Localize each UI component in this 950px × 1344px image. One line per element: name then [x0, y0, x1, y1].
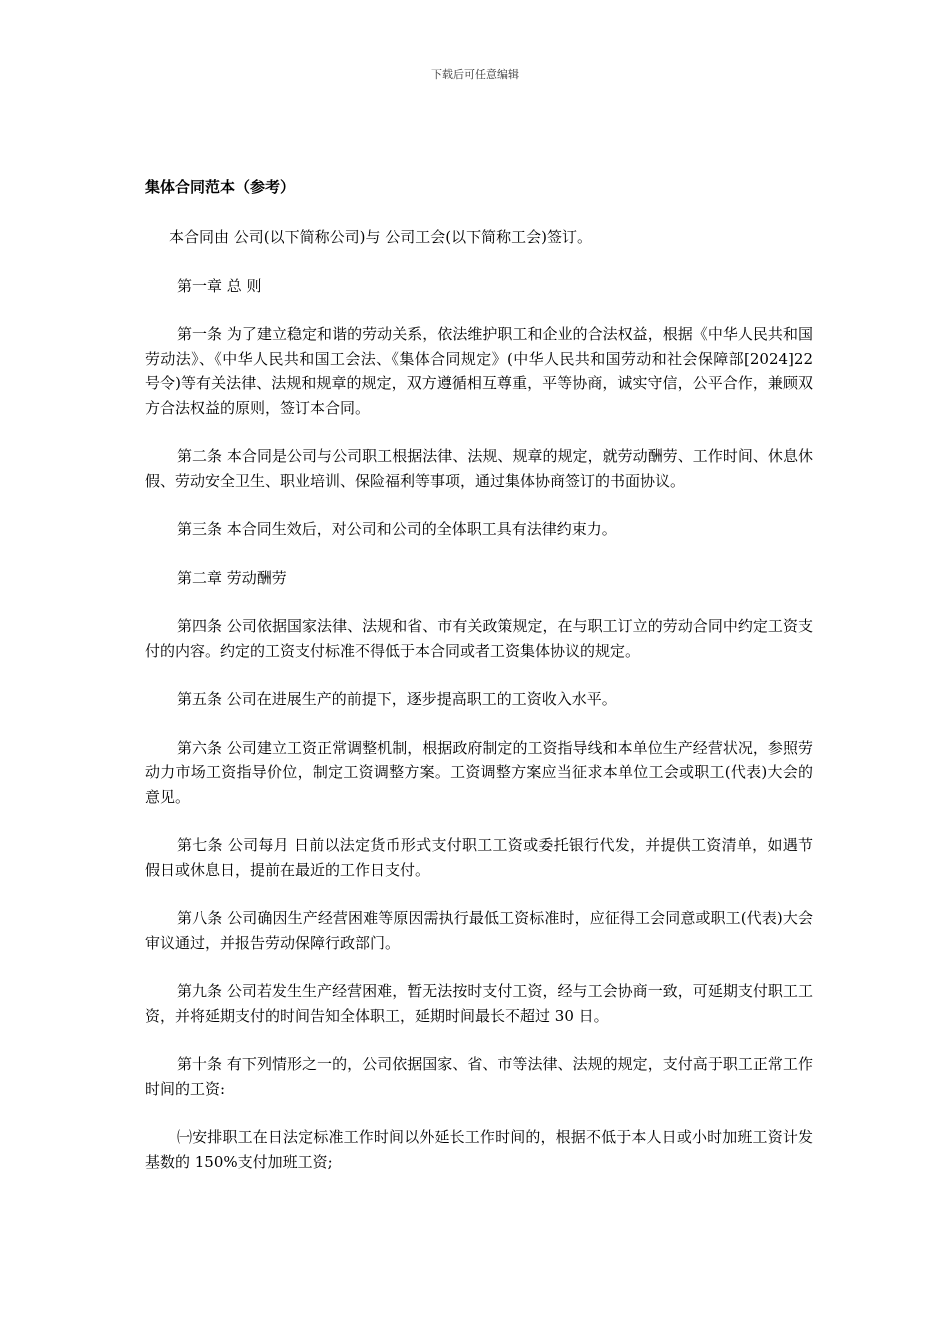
article-paragraph: 第八条 公司确因生产经营困难等原因需执行最低工资标准时，应征得工会同意或职工(代表)大会审议通过，并报告劳动保障行政部门。	[145, 909, 813, 952]
page-header-note: 下载后可任意编辑	[431, 68, 519, 81]
intro-paragraph: 本合同由 公司(以下简称公司)与 公司工会(以下简称工会)签订。	[169, 228, 592, 246]
article-paragraph: 第五条 公司在进展生产的前提下，逐步提高职工的工资收入水平。	[177, 690, 617, 708]
article-paragraph: 第二条 本合同是公司与公司职工根据法律、法规、规章的规定，就劳动酬劳、工作时间、休息休假、劳动安全卫生、职业培训、保险福利等事项，通过集体协商签订的书面协议。	[145, 447, 813, 490]
article-paragraph: 第一条 为了建立稳定和谐的劳动关系，依法维护职工和企业的合法权益，根据《中华人民共和国劳动法》、《中华人民共和国工会法、《集体合同规定》(中华人民共和国劳动和社会保障部[2024]22 号令)等有关法律、法规和规章的规定，双方遵循相互尊重，平等协商，诚实守信，公平合作，兼顾双方合法权益的原则，签订本合同。	[145, 325, 813, 417]
article-paragraph: 第七条 公司每月 日前以法定货币形式支付职工工资或委托银行代发，并提供工资清单，如遇节假日或休息日，提前在最近的工作日支付。	[145, 836, 813, 879]
document-title: 集体合同范本（参考）	[145, 178, 296, 196]
article-paragraph: 第六条 公司建立工资正常调整机制，根据政府制定的工资指导线和本单位生产经营状况，参照劳动力市场工资指导价位，制定工资调整方案。工资调整方案应当征求本单位工会或职工(代表)大会的意见。	[145, 738, 813, 806]
chapter-heading: 第一章 总 则	[177, 276, 262, 295]
article-paragraph: 第四条 公司依据国家法律、法规和省、市有关政策规定，在与职工订立的劳动合同中约定工资支付的内容。约定的工资支付标准不得低于本合同或者工资集体协议的规定。	[145, 617, 813, 660]
list-item-paragraph: ㈠安排职工在日法定标准工作时间以外延长工作时间的，根据不低于本人日或小时加班工资计发基数的 150%支付加班工资;	[145, 1128, 813, 1171]
article-paragraph: 第十条 有下列情形之一的，公司依据国家、省、市等法律、法规的规定，支付高于职工正常工作时间的工资:	[145, 1055, 813, 1098]
article-paragraph: 第九条 公司若发生生产经营困难，暂无法按时支付工资，经与工会协商一致，可延期支付职工工资，并将延期支付的时间告知全体职工，延期时间最长不超过 30 日。	[145, 982, 813, 1025]
article-paragraph: 第三条 本合同生效后，对公司和公司的全体职工具有法律约束力。	[177, 520, 617, 538]
document-body	[145, 176, 813, 1198]
chapter-heading: 第二章 劳动酬劳	[177, 568, 287, 587]
